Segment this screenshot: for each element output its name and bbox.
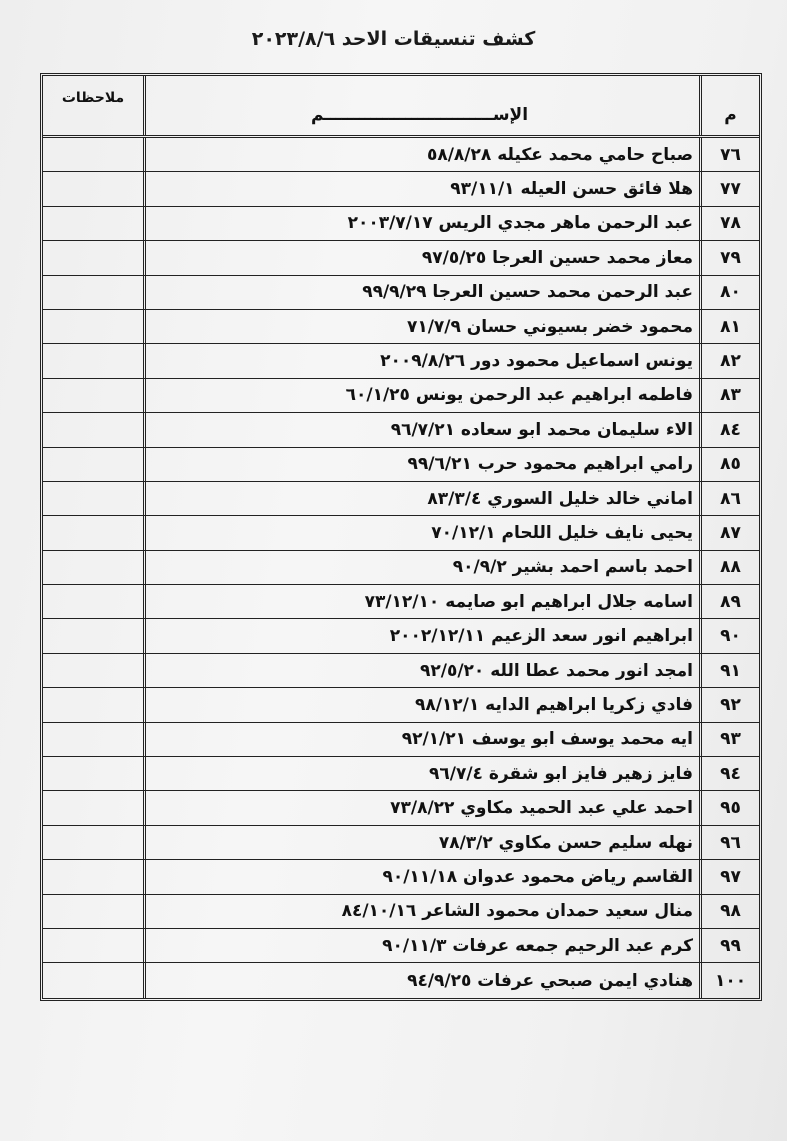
row-notes — [43, 585, 143, 618]
row-notes — [43, 379, 143, 412]
row-number: ٨٩ — [699, 585, 759, 618]
table-row — [43, 172, 759, 206]
table-row — [43, 482, 759, 516]
row-number: ١٠٠ — [699, 963, 759, 997]
header-number: م — [699, 76, 759, 135]
row-name: يحيى نايف خليل اللحام ٧٠/١٢/١ — [143, 516, 699, 549]
table-row — [43, 585, 759, 619]
row-name: نهله سليم حسن مكاوي ٧٨/٣/٢ — [143, 826, 699, 859]
row-name: فاطمه ابراهيم عبد الرحمن يونس ٦٠/١/٢٥ — [143, 379, 699, 412]
table-row — [43, 619, 759, 653]
row-name: محمود خضر بسيوني حسان ٧١/٧/٩ — [143, 310, 699, 343]
row-name: عبد الرحمن ماهر مجدي الريس ٢٠٠٣/٧/١٧ — [143, 207, 699, 240]
row-notes — [43, 723, 143, 756]
table-row — [43, 413, 759, 447]
table-row — [43, 757, 759, 791]
row-name: القاسم رياض محمود عدوان ٩٠/١١/١٨ — [143, 860, 699, 893]
row-number: ٩٦ — [699, 826, 759, 859]
row-number: ٧٦ — [699, 138, 759, 171]
table-row — [43, 826, 759, 860]
row-notes — [43, 791, 143, 824]
header-name: الإســـــــــــــــــــــــــــــم — [143, 76, 699, 135]
table-row — [43, 516, 759, 550]
row-number: ٩٢ — [699, 688, 759, 721]
row-name: احمد باسم احمد بشير ٩٠/٩/٢ — [143, 551, 699, 584]
row-name: يونس اسماعيل محمود دور ٢٠٠٩/٨/٢٦ — [143, 344, 699, 377]
row-name: ايه محمد يوسف ابو يوسف ٩٢/١/٢١ — [143, 723, 699, 756]
row-notes — [43, 276, 143, 309]
row-notes — [43, 138, 143, 171]
row-notes — [43, 172, 143, 205]
row-number: ٩٠ — [699, 619, 759, 652]
row-notes — [43, 344, 143, 377]
row-number: ٩٩ — [699, 929, 759, 962]
table-row — [43, 379, 759, 413]
row-notes — [43, 551, 143, 584]
row-notes — [43, 241, 143, 274]
row-number: ٩٥ — [699, 791, 759, 824]
table-row — [43, 723, 759, 757]
row-notes — [43, 482, 143, 515]
table-row — [43, 138, 759, 172]
row-name: امجد انور محمد عطا الله ٩٢/٥/٢٠ — [143, 654, 699, 687]
row-number: ٨٥ — [699, 448, 759, 481]
table-row — [43, 895, 759, 929]
row-number: ٨٣ — [699, 379, 759, 412]
row-name: اماني خالد خليل السوري ٨٣/٣/٤ — [143, 482, 699, 515]
table-row — [43, 344, 759, 378]
row-name: احمد علي عبد الحميد مكاوي ٧٣/٨/٢٢ — [143, 791, 699, 824]
table-row — [43, 551, 759, 585]
table-row — [43, 654, 759, 688]
row-notes — [43, 860, 143, 893]
row-name: معاز محمد حسين العرجا ٩٧/٥/٢٥ — [143, 241, 699, 274]
table-row — [43, 276, 759, 310]
row-name: فايز زهير فايز ابو شقرة ٩٦/٧/٤ — [143, 757, 699, 790]
page-title: كشف تنسيقات الاحد ٢٠٢٣/٨/٦ — [251, 28, 536, 50]
row-notes — [43, 207, 143, 240]
table-row — [43, 207, 759, 241]
row-name: هلا فائق حسن العيله ٩٣/١١/١ — [143, 172, 699, 205]
table-row — [43, 241, 759, 275]
row-name: عبد الرحمن محمد حسين العرجا ٩٩/٩/٢٩ — [143, 276, 699, 309]
row-notes — [43, 413, 143, 446]
row-notes — [43, 516, 143, 549]
row-notes — [43, 826, 143, 859]
table-body — [43, 138, 759, 998]
table-header — [43, 76, 759, 138]
table-row — [43, 688, 759, 722]
row-notes — [43, 757, 143, 790]
row-number: ٨١ — [699, 310, 759, 343]
row-number: ٩٣ — [699, 723, 759, 756]
row-notes — [43, 619, 143, 652]
row-name: منال سعيد حمدان محمود الشاعر ٨٤/١٠/١٦ — [143, 895, 699, 928]
row-name: صباح حامي محمد عكيله ٥٨/٨/٢٨ — [143, 138, 699, 171]
table-row — [43, 963, 759, 997]
row-notes — [43, 963, 143, 997]
row-name: كرم عبد الرحيم جمعه عرفات ٩٠/١١/٣ — [143, 929, 699, 962]
row-name: اسامه جلال ابراهيم ابو صايمه ٧٣/١٢/١٠ — [143, 585, 699, 618]
row-name: ابراهيم انور سعد الزعيم ٢٠٠٢/١٢/١١ — [143, 619, 699, 652]
row-notes — [43, 310, 143, 343]
row-name: رامي ابراهيم محمود حرب ٩٩/٦/٢١ — [143, 448, 699, 481]
row-number: ٨٦ — [699, 482, 759, 515]
row-number: ٧٨ — [699, 207, 759, 240]
table-row — [43, 310, 759, 344]
row-name: فادي زكريا ابراهيم الدايه ٩٨/١٢/١ — [143, 688, 699, 721]
table-row — [43, 448, 759, 482]
row-notes — [43, 448, 143, 481]
row-number: ٨٠ — [699, 276, 759, 309]
row-number: ٨٤ — [699, 413, 759, 446]
names-table — [40, 73, 762, 1001]
row-notes — [43, 688, 143, 721]
row-notes — [43, 929, 143, 962]
row-number: ٩٤ — [699, 757, 759, 790]
row-number: ٨٢ — [699, 344, 759, 377]
row-number: ٩٨ — [699, 895, 759, 928]
row-number: ٧٧ — [699, 172, 759, 205]
table-row — [43, 791, 759, 825]
header-notes: ملاحظات — [61, 90, 125, 106]
table-row — [43, 860, 759, 894]
row-number: ٩١ — [699, 654, 759, 687]
row-number: ٨٧ — [699, 516, 759, 549]
row-notes — [43, 654, 143, 687]
table-row — [43, 929, 759, 963]
row-number: ٧٩ — [699, 241, 759, 274]
row-number: ٩٧ — [699, 860, 759, 893]
row-name: هنادي ايمن صبحي عرفات ٩٤/٩/٢٥ — [143, 963, 699, 997]
row-notes — [43, 895, 143, 928]
row-name: الاء سليمان محمد ابو سعاده ٩٦/٧/٢١ — [143, 413, 699, 446]
row-number: ٨٨ — [699, 551, 759, 584]
